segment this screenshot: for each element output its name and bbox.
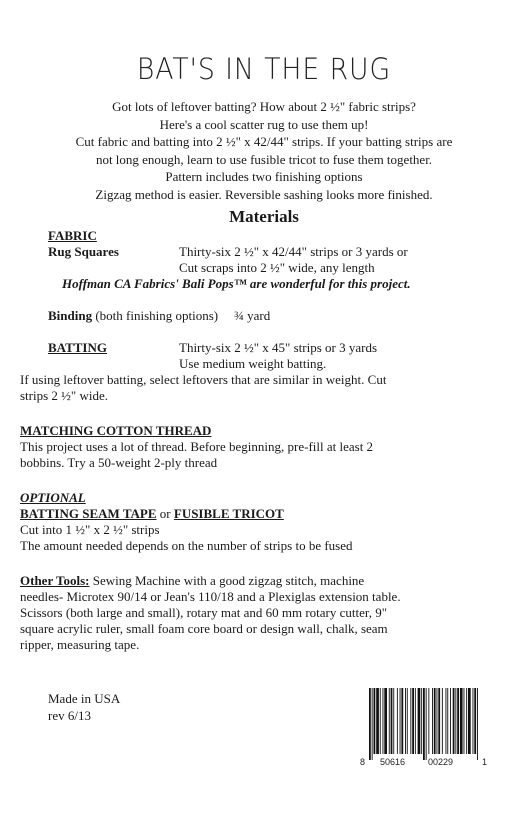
- barcode-bar: [437, 688, 438, 754]
- barcode-digit-right: 1: [482, 757, 488, 767]
- barcode-bar: [473, 688, 474, 754]
- barcode-bar: [447, 688, 448, 754]
- barcode-bar: [442, 688, 443, 754]
- barcode-group-1: 50616: [380, 757, 406, 767]
- barcode-bar: [455, 688, 456, 754]
- batting-value-2: Use medium weight batting.: [179, 356, 327, 371]
- barcode-bar: [393, 688, 394, 754]
- or-text: or: [156, 506, 174, 521]
- barcode: [360, 688, 488, 768]
- materials-body: [48, 228, 488, 372]
- barcode-bar: [400, 688, 401, 754]
- barcode-bar: [372, 688, 373, 760]
- binding-row: [48, 308, 488, 324]
- batting-value: Thirty-six 2 ½" x 45" strips or 3 yards: [179, 340, 378, 355]
- intro-line: Cut fabric and batting into 2 ½" x 42/44" strips. If your batting strips are: [75, 134, 453, 150]
- thread-line: This project uses a lot of thread. Before beginning, pre-fill at least 2: [20, 439, 374, 454]
- tools-heading: Other Tools:: [20, 573, 90, 588]
- revision: rev 6/13: [48, 708, 91, 723]
- barcode-bar: [412, 688, 414, 754]
- barcode-bar: [369, 688, 371, 760]
- barcode-bar: [389, 688, 390, 754]
- barcode-bar: [428, 688, 429, 754]
- binding-label: Binding: [48, 308, 93, 323]
- page-title: BAT'S IN THE RUG: [136, 52, 392, 86]
- rug-squares-row-2: [48, 260, 488, 276]
- barcode-bar: [423, 688, 425, 760]
- barcode-bar: [421, 688, 422, 754]
- rug-squares-label: Rug Squares: [48, 244, 119, 259]
- intro-line: Pattern includes two finishing options: [165, 169, 363, 185]
- thread-line-2: bobbins. Try a 50-weight 2-ply thread: [20, 455, 218, 470]
- fusible-tricot-label: FUSIBLE TRICOT: [173, 506, 284, 521]
- barcode-bar: [383, 688, 384, 754]
- optional-materials: [20, 506, 510, 522]
- barcode-bar: [460, 688, 463, 754]
- batting-note-2: strips 2 ½" wide.: [20, 388, 108, 403]
- barcode-bar: [450, 688, 451, 754]
- barcode-bar: [432, 688, 433, 754]
- barcode-bar: [426, 688, 427, 760]
- intro-line: Here's a cool scatter rug to use them up!: [159, 116, 369, 132]
- barcode-digit-left: 8: [360, 757, 366, 767]
- barcode-bar: [407, 688, 408, 754]
- batting-heading: BATTING: [48, 340, 107, 355]
- barcode-bar: [376, 688, 379, 754]
- barcode-bar: [434, 688, 436, 754]
- rug-squares-row: [48, 244, 488, 260]
- made-in-usa: Made in USA: [48, 691, 121, 706]
- barcode-bar: [457, 688, 459, 754]
- intro-line: not long enough, learn to use fusible tricot to fuse them together.: [95, 151, 433, 167]
- barcode-bar: [401, 688, 403, 754]
- barcode-bar: [391, 688, 393, 754]
- details-body: [20, 372, 510, 653]
- intro-text: [20, 98, 508, 204]
- barcode-bars: [369, 688, 478, 760]
- intro-line: Got lots of leftover batting? How about 2 ½" fabric strips?: [112, 99, 416, 114]
- barcode-bar: [477, 688, 478, 760]
- batting-row-2: [48, 356, 488, 372]
- batting-row: [48, 340, 488, 356]
- tools-line: Other Tools: Sewing Machine with a good zigzag stitch, machine: [20, 573, 365, 588]
- barcode-bar: [405, 688, 406, 754]
- barcode-bar: [415, 688, 416, 754]
- barcode-bar: [397, 688, 398, 754]
- intro-line: Zigzag method is easier. Reversible sashing looks more finished.: [95, 186, 433, 202]
- rug-squares-value: Thirty-six 2 ½" x 42/44" strips or 3 yards or: [179, 244, 408, 259]
- footer: [48, 690, 120, 724]
- barcode-bar: [446, 688, 447, 754]
- binding-value: ¾ yard: [234, 308, 271, 323]
- barcode-bar: [418, 688, 421, 754]
- fabric-note: Hoffman CA Fabrics' Bali Pops™ are wonderful for this project.: [62, 276, 411, 291]
- optional-heading: OPTIONAL: [20, 490, 86, 505]
- tools-line-4: square acrylic ruler, small foam core board or design wall, chalk, seam: [20, 621, 388, 636]
- barcode-bar: [474, 688, 476, 754]
- barcode-bar: [466, 688, 467, 754]
- thread-heading: MATCHING COTTON THREAD: [20, 423, 212, 438]
- barcode-bar: [453, 688, 455, 754]
- barcode-bar: [464, 688, 465, 754]
- binding-paren: (both finishing options): [92, 308, 219, 323]
- barcode-bar: [374, 688, 376, 754]
- fabric-heading: FABRIC: [48, 228, 97, 243]
- tools-line-2: needles- Microtex 90/14 or Jean's 110/18 and a Plexiglas extension table.: [20, 589, 401, 604]
- rug-squares-value-2: Cut scraps into 2 ½" wide, any length: [179, 260, 375, 275]
- barcode-bar: [438, 688, 440, 754]
- optional-line-2: The amount needed depends on the number of strips to be fused: [20, 538, 353, 553]
- barcode-bar: [410, 688, 411, 754]
- tools-line-3: Scissors (both large and small), rotary mat and 60 mm rotary cutter, 9": [20, 605, 388, 620]
- barcode-bar: [384, 688, 387, 754]
- materials-heading: Materials: [229, 207, 299, 226]
- barcode-bar: [380, 688, 381, 754]
- seam-tape-label: BATTING SEAM TAPE: [20, 506, 157, 521]
- batting-note: If using leftover batting, select leftovers that are similar in weight. Cut: [20, 372, 387, 387]
- barcode-group-2: 00229: [428, 757, 454, 767]
- tools-line-5: ripper, measuring tape.: [20, 637, 140, 652]
- barcode-bar: [468, 688, 471, 754]
- optional-line: Cut into 1 ½" x 2 ½" strips: [20, 522, 160, 537]
